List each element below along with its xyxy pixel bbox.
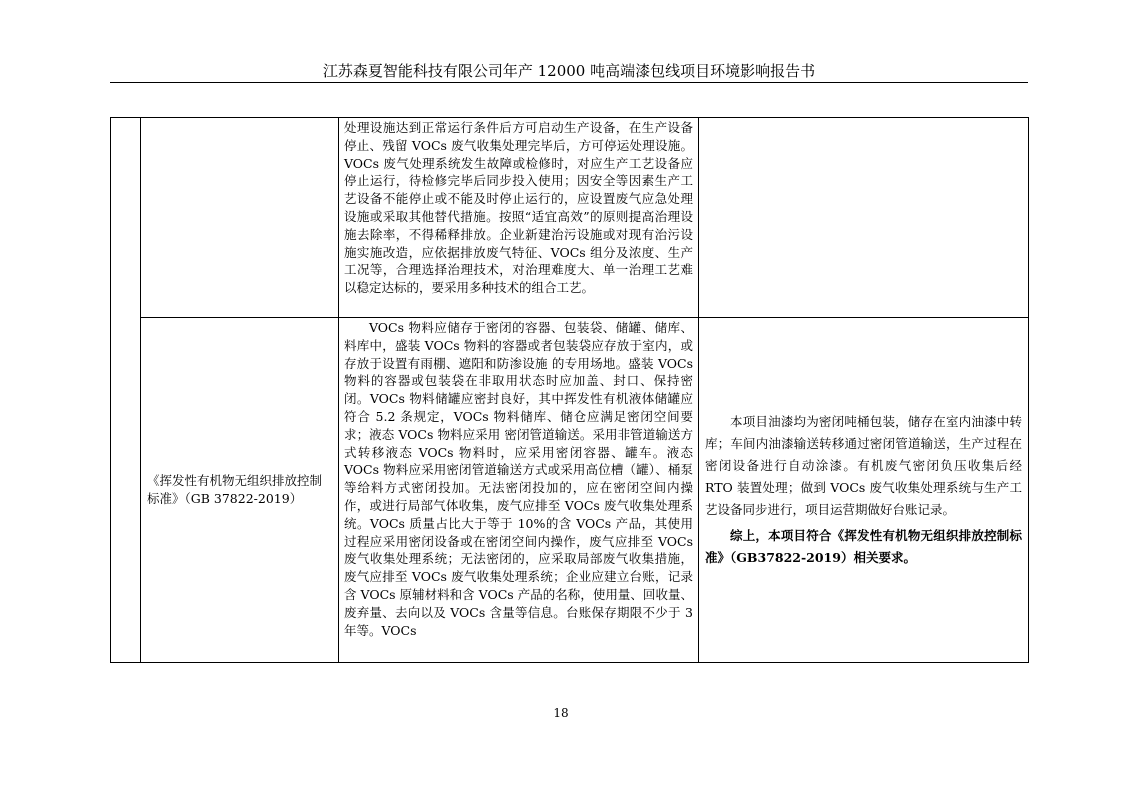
compliance-table [110,117,1029,663]
document-header: 江苏森夏智能科技有限公司年产 12000 吨高端漆包线项目环境影响报告书 [322,62,816,80]
requirement-cell [339,318,699,663]
table-row [111,318,1029,663]
result-cell [699,118,1029,318]
requirement-text: VOCs 物料应储存于密闭的容器、包装袋、储罐、储库、料库中，盛装 VOCs 物料的容器或者包装袋应存放于室内，或存放于设置有雨棚、遮阳和防渗设施 的专用场地。盛装 VOCs 物料的容器或包装袋在非取用状态时应加盖、封口、保持密闭。VOCs 物料储罐应密封良好，其中挥发性有机液体储罐应符合 5.2 条规定，VOCs 物料储库、储仓应满足密闭空间要求；液态 VOCs 物料应采用 密闭管道输送。采用非管道输送方式转移液态 VOCs 物料时，应采用密闭容器、罐车。液态 VOCs 物料应采用密闭管道输送方式或采用高位槽（罐）、桶泵等给料方式密闭投加。无法密闭投加的，应在密闭空间内操作，或进行局部气体收集，废气应排至 VOCs 废气收集处理系统。VOCs 质量占比大于等于 10%的含 VOCs 产品，其使用过程应采用密闭设备或在密闭空间内操作，废气应排至 VOCs 废气收集处理系统；无法密闭的，应采取局部废气收集措施，废气应排至 VOCs 废气收集处理系统；企业应建立台账，记录含 VOCs 原辅材料和含 VOCs 产品的名称，使用量、回收量、废弃量、去向以及 VOCs 含量等信息。台账保存期限不少于 3 年等。VOCs [344,320,693,638]
table-row [111,118,1029,318]
result-text: 本项目油漆均为密闭吨桶包装，储存在室内油漆中转库；车间内油漆输送转移通过密闭管道输送，生产过程在密闭设备进行自动涂漆。有机废气密闭负压收集后经 RTO 装置处理；做到 VOCs 废气收集处理系统与生产工艺设备同步进行，项目运营期做好台账记录。 [705,414,1022,517]
standard-name: 《挥发性有机物无组织排放控制标准》（GB 37822-2019） [147,473,323,506]
requirement-cell [339,118,699,318]
index-cell [111,118,141,663]
standard-cell [141,318,339,663]
standard-cell [141,118,339,318]
page-number: 18 [553,706,569,720]
result-cell [699,318,1029,663]
conclusion-text: 综上，本项目符合《挥发性有机物无组织排放控制标准》（GB37822-2019）相关要求。 [705,528,1022,565]
header-rule [110,82,1028,83]
requirement-text: 处理设施达到正常运行条件后方可启动生产设备，在生产设备停止、残留 VOCs 废气收集处理完毕后，方可停运处理设施。VOCs 废气处理系统发生故障或检修时，对应生产工艺设备应停止运行，待检修完毕后同步投入使用；因安全等因素生产工艺设备不能停止或不能及时停止运行的，应设置废气应急处理设施或采取其他替代措施。按照“适宜高效”的原则提高治理设施去除率，不得稀释排放。企业新建治污设施或对现有治污设施实施改造，应依据排放废气特征、VOCs 组分及浓度、生产工况等，合理选择治理技术，对治理难度大、单一治理工艺难以稳定达标的，要采用多种技术的组合工艺。 [344,120,693,296]
